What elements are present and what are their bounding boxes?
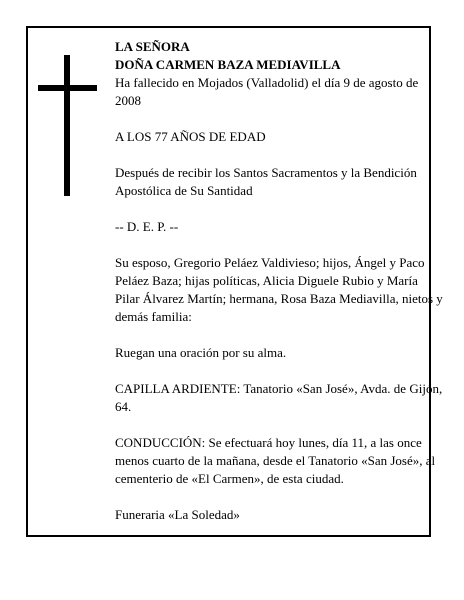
procession-line: CONDUCCIÓN: Se efectuará hoy lunes, día 11, a las once menos cuarto de la mañana, desde el Tanatorio «San José», al cementerio de «El Carmen», de esta ciudad. <box>115 435 436 486</box>
cross-horizontal-bar <box>38 85 97 91</box>
chapel-line: CAPILLA ARDIENTE: Tanatorio «San José», Avda. de Gijón, 64. <box>115 381 443 414</box>
sacraments-line: Después de recibir los Santos Sacramentos y la Bendición Apostólica de Su Santidad <box>115 165 417 198</box>
rip-line: -- D. E. P. -- <box>115 219 179 234</box>
age-line: A LOS 77 AÑOS DE EDAD <box>115 129 266 144</box>
title-line-1: LA SEÑORA <box>115 39 190 54</box>
obituary-text <box>115 38 445 542</box>
family-line: Su esposo, Gregorio Peláez Valdivieso; hijos, Ángel y Paco Peláez Baza; hijas políticas, Alicia Diguele Rubio y María Pilar Álvarez Martín; hermana, Rosa Baza Mediavilla, nietos y demás familia: <box>115 255 443 324</box>
funeral-home-line: Funeraria «La Soledad» <box>115 507 240 522</box>
cross-vertical-bar <box>64 55 70 196</box>
deceased-name: DOÑA CARMEN BAZA MEDIAVILLA <box>115 57 341 72</box>
prayer-line: Ruegan una oración por su alma. <box>115 345 287 360</box>
death-info: Ha fallecido en Mojados (Valladolid) el día 9 de agosto de 2008 <box>115 75 419 108</box>
